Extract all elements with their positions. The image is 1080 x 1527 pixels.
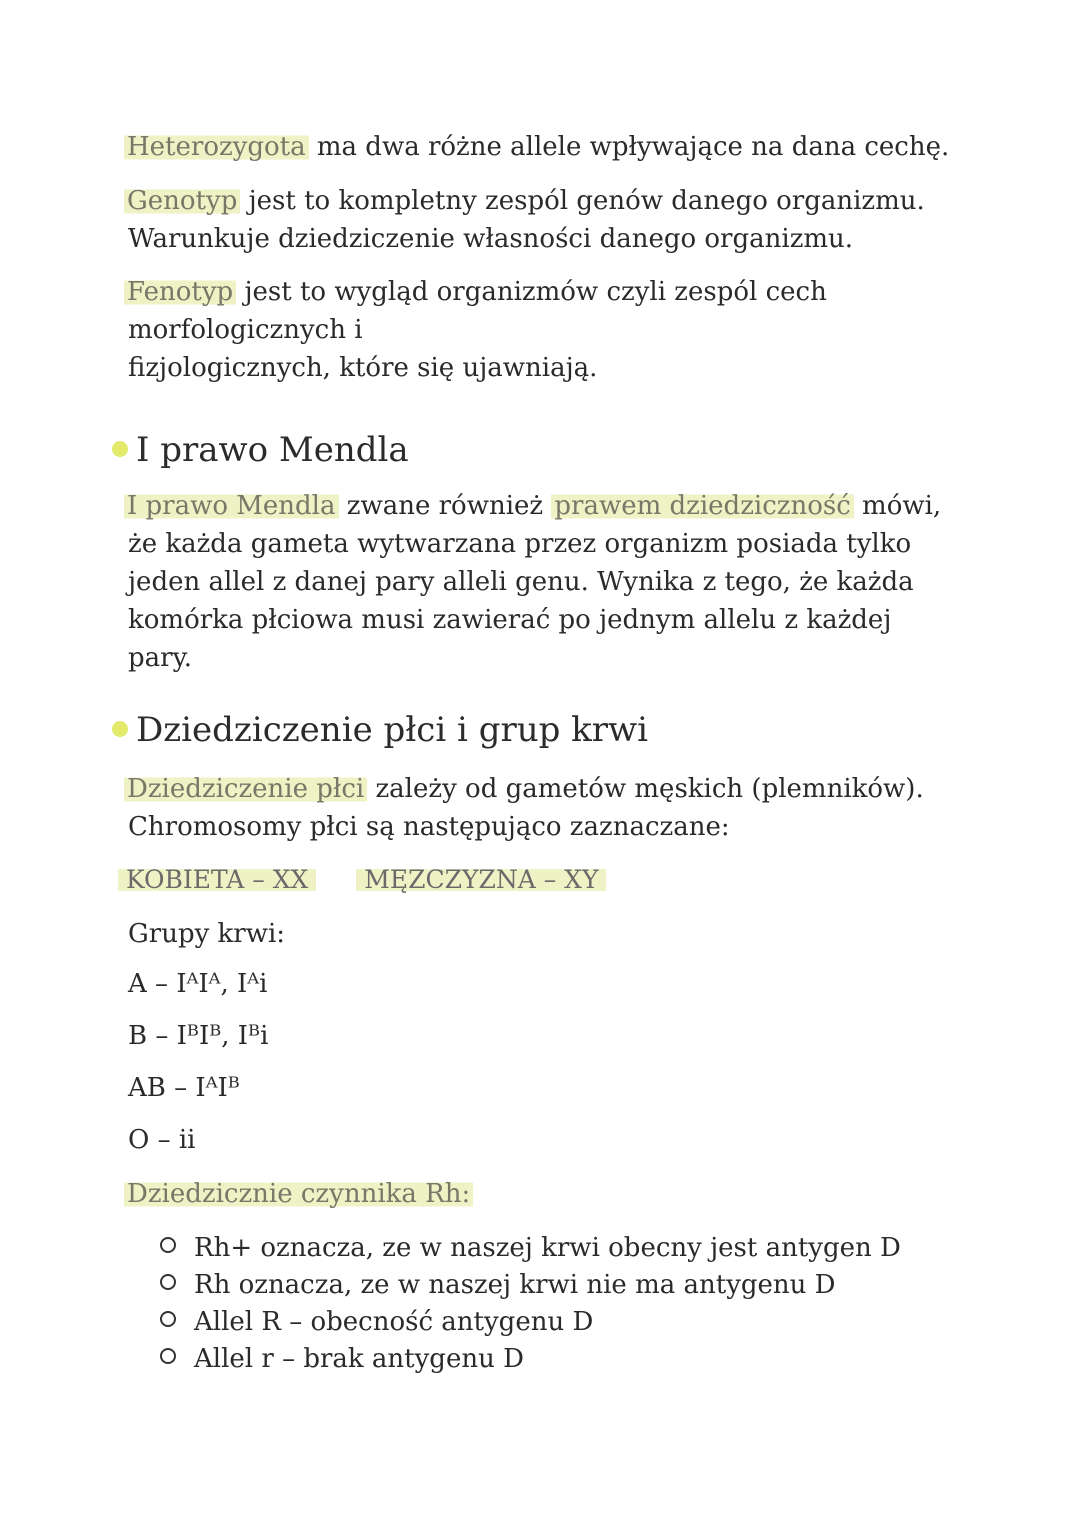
list-item-text: Rh+ oznacza, ze w naszej krwi obecny jest antygen D	[194, 1233, 901, 1263]
list-item-text: Allel r – brak antygenu D	[194, 1344, 524, 1374]
list-item	[160, 1341, 901, 1378]
list-item	[160, 1230, 901, 1267]
circle-bullet-icon	[160, 1274, 176, 1290]
paragraph-text: zależy od gametów męskich (plemników).	[367, 774, 924, 804]
group-genotypes: IᴬIᴬ, Iᴬi	[176, 969, 268, 999]
term-highlight: Genotyp	[124, 186, 240, 216]
rh-list	[160, 1230, 901, 1378]
heterozygota-definition	[128, 128, 988, 166]
circle-bullet-icon	[160, 1311, 176, 1327]
paragraph-text: Chromosomy płci są następująco zaznaczane:	[128, 812, 730, 842]
sex-chromosomes-row	[118, 862, 606, 898]
female-chromosomes: KOBIETA – XX	[118, 865, 316, 894]
bullet-icon	[112, 721, 128, 737]
blood-groups-title: Grupy krwi:	[128, 919, 286, 949]
male-chromosomes: MĘZCZYZNA – XY	[356, 865, 606, 894]
paragraph-text: mówi, że każda gameta wytwarzana przez organizm posiada tylko jeden allel z danej pary alleli genu. Wynika z tego, że każda komórka płciowa musi zawierać po jednym allelu z każdej pary.	[128, 491, 942, 673]
group-genotypes: IᴬIᴮ	[195, 1073, 240, 1103]
fenotyp-definition	[128, 273, 988, 387]
circle-bullet-icon	[160, 1237, 176, 1253]
blood-group-o	[128, 1122, 196, 1158]
genotyp-definition	[128, 182, 988, 258]
paragraph-text: zwane również	[338, 491, 552, 521]
list-item	[160, 1267, 901, 1304]
section-title: I prawo Mendla	[136, 430, 409, 470]
term-highlight: Fenotyp	[124, 277, 236, 307]
group-label: A –	[128, 969, 177, 999]
term-highlight: I prawo Mendla	[124, 491, 339, 521]
mendel-heading	[112, 428, 409, 472]
circle-bullet-icon	[160, 1348, 176, 1364]
inheritance-heading	[112, 708, 648, 752]
term-highlight: Dziedziczenie płci	[124, 774, 367, 804]
definition-text: fizjologicznych, które się ujawniają.	[128, 353, 598, 383]
rh-title	[128, 1175, 988, 1213]
group-label: AB –	[128, 1073, 196, 1103]
list-item-text: Allel R – obecność antygenu D	[194, 1307, 594, 1337]
group-genotypes: ii	[178, 1125, 196, 1155]
sex-inheritance-paragraph	[128, 770, 988, 846]
group-genotypes: IᴮIᴮ, Iᴮi	[176, 1021, 269, 1051]
definition-text: ma dwa różne allele wpływające na dana cechę.	[308, 132, 950, 162]
group-label: B –	[128, 1021, 177, 1051]
blood-group-b	[128, 1018, 268, 1054]
definition-text: jest to kompletny zespól genów danego organizmu.	[240, 186, 925, 216]
list-item	[160, 1304, 901, 1341]
definition-text: Warunkuje dziedziczenie własności danego organizmu.	[128, 224, 854, 254]
blood-group-a	[128, 966, 267, 1002]
term-highlight: Dziedzicznie czynnika Rh:	[124, 1179, 473, 1209]
definition-text: jest to wygląd organizmów czyli zespól cech morfologicznych i	[128, 277, 827, 345]
group-label: O –	[128, 1125, 179, 1155]
term-highlight: Heterozygota	[124, 132, 309, 162]
term-highlight: prawem dziedziczność	[551, 491, 853, 521]
list-item-text: Rh oznacza, ze w naszej krwi nie ma antygenu D	[194, 1270, 836, 1300]
bullet-icon	[112, 441, 128, 457]
blood-group-ab	[128, 1070, 240, 1106]
section-title: Dziedziczenie płci i grup krwi	[136, 710, 649, 750]
mendel-paragraph	[128, 487, 958, 677]
